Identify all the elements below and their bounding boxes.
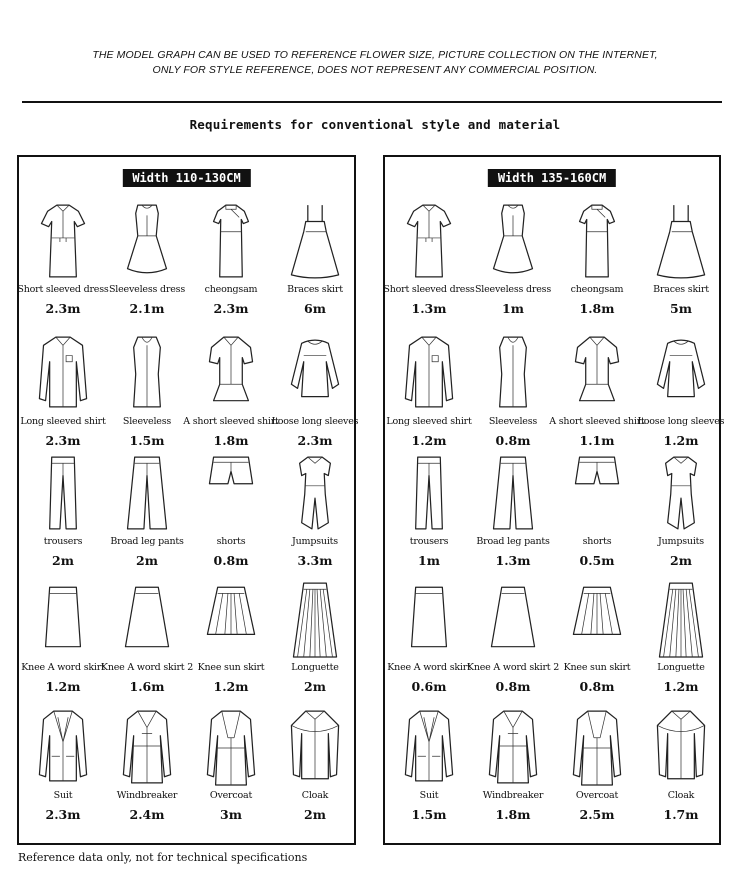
disclaimer-line-2: ONLY FOR STYLE REFERENCE, DOES NOT REPRESENT ANY COMMERCIAL POSITION. — [152, 64, 598, 76]
garment-item — [471, 333, 555, 458]
fabric-length: 1.7m — [663, 807, 699, 822]
sleeveless-top-icon — [121, 333, 173, 413]
garment-name: shorts — [216, 536, 246, 547]
garment-name: Broad leg pants — [476, 536, 550, 547]
a-line-skirt-icon — [403, 579, 455, 659]
jumpsuit-icon — [289, 453, 341, 533]
fabric-length: 2.3m — [297, 433, 333, 448]
garment-item — [21, 579, 105, 704]
suit-jacket-icon — [403, 707, 455, 787]
fabric-length: 1.6m — [129, 679, 165, 694]
fabric-length: 1.2m — [213, 679, 249, 694]
fabric-length: 1.3m — [411, 301, 447, 316]
garment-item — [189, 201, 273, 326]
garment-item — [639, 579, 723, 704]
garment-name: Knee sun skirt — [197, 662, 265, 673]
garment-item — [105, 453, 189, 578]
short-sleeved-dress-icon — [37, 201, 89, 281]
garment-item — [105, 707, 189, 832]
garment-item — [471, 453, 555, 578]
cloak-icon — [655, 707, 707, 787]
fabric-length: 1.8m — [213, 433, 249, 448]
suit-jacket-icon — [37, 707, 89, 787]
width-label: Width 110-130CM — [122, 169, 250, 187]
garment-name: Knee A word skirt 2 — [100, 662, 194, 673]
fabric-length: 2.5m — [579, 807, 615, 822]
garment-item — [21, 453, 105, 578]
garment-name: Long sleeved shirt — [386, 416, 472, 427]
long-sleeved-shirt-icon — [37, 333, 89, 413]
braces-skirt-icon — [289, 201, 341, 281]
garment-item — [387, 579, 471, 704]
garment-name: trousers — [409, 536, 449, 547]
fabric-length: 1.5m — [129, 433, 165, 448]
garment-item — [383, 201, 475, 326]
a-line-skirt-icon — [37, 579, 89, 659]
garment-item — [387, 453, 471, 578]
disclaimer-line-1: THE MODEL GRAPH CAN BE USED TO REFERENCE FLOWER SIZE, PICTURE COLLECTION ON THE INTERNET, — [92, 49, 658, 61]
fabric-length: 1.2m — [45, 679, 81, 694]
garment-name: Suit — [53, 790, 73, 801]
short-sleeved-shirt-icon — [205, 333, 257, 413]
garment-name: Overcoat — [575, 790, 619, 801]
garment-item — [100, 579, 194, 704]
garment-item — [189, 707, 273, 832]
garment-name: Short sleeved dress — [383, 284, 475, 295]
windbreaker-icon — [121, 707, 173, 787]
fabric-length: 0.5m — [579, 553, 615, 568]
garment-item — [17, 201, 109, 326]
fabric-length: 1.2m — [663, 433, 699, 448]
garment-name: Longuette — [291, 662, 339, 673]
garment-name: cheongsam — [570, 284, 624, 295]
panel-width-110-130 — [17, 155, 359, 845]
garment-name: Braces skirt — [287, 284, 343, 295]
fabric-length: 2m — [304, 679, 326, 694]
fabric-length: 1m — [502, 301, 524, 316]
garment-name: Cloak — [667, 790, 695, 801]
fabric-length: 2.3m — [213, 301, 249, 316]
fabric-length: 6m — [304, 301, 326, 316]
cloak-icon — [289, 707, 341, 787]
garment-item — [471, 707, 555, 832]
garment-name: Short sleeved dress — [17, 284, 109, 295]
fabric-length: 5m — [670, 301, 692, 316]
a-line-skirt-2-icon — [487, 579, 539, 659]
longuette-icon — [655, 579, 707, 659]
requirements-title: Requirements for conventional style and material — [189, 117, 561, 132]
fabric-length: 0.8m — [213, 553, 249, 568]
fabric-length: 1.5m — [411, 807, 447, 822]
garment-item — [466, 579, 560, 704]
garment-name: Jumpsuits — [658, 536, 704, 547]
garment-item — [273, 707, 357, 832]
sleeveless-top-icon — [487, 333, 539, 413]
garment-item — [273, 453, 357, 578]
pleated-sun-skirt-icon — [571, 579, 623, 659]
short-sleeved-dress-icon — [403, 201, 455, 281]
fabric-length: 1.8m — [495, 807, 531, 822]
garment-item — [639, 453, 723, 578]
width-label: Width 135-160CM — [488, 169, 616, 187]
garment-item — [639, 333, 723, 458]
overcoat-icon — [571, 707, 623, 787]
garment-item — [273, 333, 357, 458]
garment-item — [555, 201, 639, 326]
garment-name: Knee sun skirt — [563, 662, 631, 673]
garment-item — [471, 201, 555, 326]
fabric-length: 3.3m — [297, 553, 333, 568]
fabric-length: 0.8m — [495, 433, 531, 448]
short-sleeved-shirt-icon — [571, 333, 623, 413]
garment-name: Loose long sleeves — [271, 416, 359, 427]
loose-long-sleeves-icon — [289, 333, 341, 413]
garment-name: Suit — [419, 790, 439, 801]
garment-item — [387, 707, 471, 832]
a-line-skirt-2-icon — [121, 579, 173, 659]
fabric-length: 2m — [670, 553, 692, 568]
garment-name: Jumpsuits — [292, 536, 338, 547]
garment-item — [105, 333, 189, 458]
sleeveless-dress-icon — [121, 201, 173, 281]
longuette-icon — [289, 579, 341, 659]
garment-item — [555, 707, 639, 832]
garment-item — [387, 333, 471, 458]
garment-name: Broad leg pants — [110, 536, 184, 547]
garment-name: Sleeveless dress — [108, 284, 185, 295]
fabric-length: 0.6m — [411, 679, 447, 694]
garment-name: Knee A word skirt 2 — [466, 662, 560, 673]
garment-item — [183, 333, 279, 458]
cheongsam-icon — [205, 201, 257, 281]
garment-name: Longuette — [657, 662, 705, 673]
overcoat-icon — [205, 707, 257, 787]
fabric-length: 2.4m — [129, 807, 165, 822]
footer-note: Reference data only, not for technical specifications — [18, 851, 308, 864]
garment-name: Windbreaker — [116, 790, 178, 801]
broad-leg-pants-icon — [487, 453, 539, 533]
fabric-length: 2m — [136, 553, 158, 568]
garment-name: Long sleeved shirt — [20, 416, 106, 427]
fabric-length: 2.3m — [45, 807, 81, 822]
garment-name: Braces skirt — [653, 284, 709, 295]
fabric-length: 1.3m — [495, 553, 531, 568]
shorts-icon — [571, 453, 623, 533]
garment-item — [105, 201, 189, 326]
long-sleeved-shirt-icon — [403, 333, 455, 413]
pleated-sun-skirt-icon — [205, 579, 257, 659]
garment-item — [21, 707, 105, 832]
jumpsuit-icon — [655, 453, 707, 533]
garment-item — [189, 579, 273, 704]
garment-item — [549, 333, 645, 458]
garment-item — [555, 453, 639, 578]
braces-skirt-icon — [655, 201, 707, 281]
fabric-length: 2m — [304, 807, 326, 822]
garment-name: Knee A word skirt — [21, 662, 105, 673]
garment-item — [639, 201, 723, 326]
garment-name: Knee A word skirt — [387, 662, 471, 673]
fabric-length: 2.1m — [129, 301, 165, 316]
loose-long-sleeves-icon — [655, 333, 707, 413]
panel-width-135-160 — [383, 155, 725, 845]
trousers-icon — [37, 453, 89, 533]
garment-name: cheongsam — [204, 284, 258, 295]
garment-item — [555, 579, 639, 704]
divider-rule — [22, 101, 722, 103]
fabric-length: 2.3m — [45, 433, 81, 448]
garment-name: Sleeveless — [122, 416, 172, 427]
garment-item — [273, 201, 357, 326]
garment-item — [189, 453, 273, 578]
trousers-icon — [403, 453, 455, 533]
garment-name: Loose long sleeves — [637, 416, 725, 427]
disclaimer — [0, 48, 750, 78]
fabric-length: 3m — [220, 807, 242, 822]
fabric-length: 1m — [418, 553, 440, 568]
cheongsam-icon — [571, 201, 623, 281]
garment-name: A short sleeved shirt — [549, 416, 645, 427]
fabric-length: 2m — [52, 553, 74, 568]
broad-leg-pants-icon — [121, 453, 173, 533]
sleeveless-dress-icon — [487, 201, 539, 281]
garment-item — [21, 333, 105, 458]
garment-name: Windbreaker — [482, 790, 544, 801]
garment-item — [639, 707, 723, 832]
fabric-length: 1.2m — [411, 433, 447, 448]
fabric-length: 0.8m — [495, 679, 531, 694]
garment-name: A short sleeved shirt — [183, 416, 279, 427]
fabric-length: 1.8m — [579, 301, 615, 316]
garment-name: Sleeveless dress — [474, 284, 551, 295]
garment-name: shorts — [582, 536, 612, 547]
garment-name: Cloak — [301, 790, 329, 801]
fabric-length: 1.2m — [663, 679, 699, 694]
windbreaker-icon — [487, 707, 539, 787]
garment-item — [273, 579, 357, 704]
shorts-icon — [205, 453, 257, 533]
fabric-length: 1.1m — [579, 433, 615, 448]
garment-name: Overcoat — [209, 790, 253, 801]
garment-name: trousers — [43, 536, 83, 547]
fabric-length: 0.8m — [579, 679, 615, 694]
fabric-length: 2.3m — [45, 301, 81, 316]
garment-name: Sleeveless — [488, 416, 538, 427]
